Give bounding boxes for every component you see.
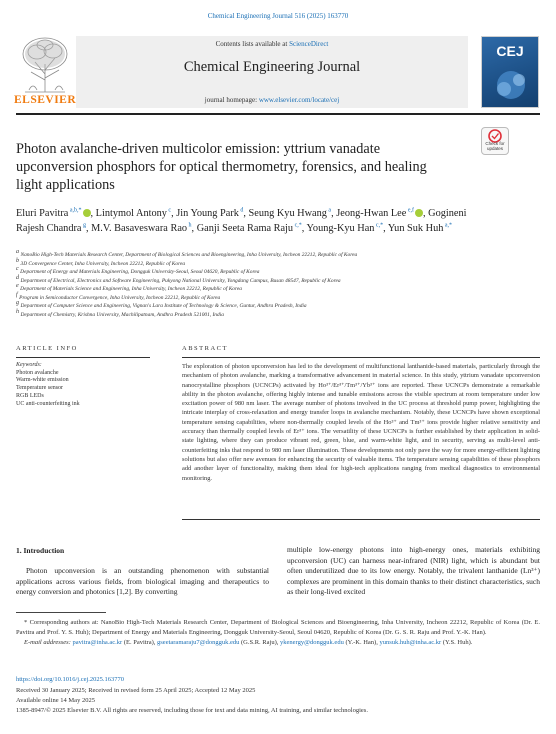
affiliation-text: Department of Computer Science and Engineering, Vignan's Lara Institute of Technology & Science, Guntur, Andhra Pradesh, India — [20, 303, 307, 309]
available-online: Available online 14 May 2025 — [16, 697, 95, 704]
affiliation-letter: g — [16, 300, 21, 307]
affiliation-letter: f — [16, 291, 20, 298]
affiliation-item — [16, 302, 536, 311]
cover-art-icon — [486, 65, 536, 105]
affiliation-item — [16, 257, 536, 269]
affiliation-text: Program in Semiconductor Convergence, Inha University, Incheon 22212, Republic of Korea — [19, 294, 221, 301]
author-affiliation-sup[interactable]: a — [326, 207, 332, 214]
abstract-text: The exploration of photon upconversion has led to the development of multifunctional lanthanide-based materials, particularly through the mechanism of photon avalanche, marking a transformative advancement in material science. In this study, yttrium vanadate upconversion nanocrystalline phosphors (UCNCPs) activated by Ho³⁺/Er³⁺/Tm³⁺/Yb³⁺ ions are reported. These UCNCPs demonstrate a remarkable ability in the photon avalanche, offering highly intense and tunable emissions across the visible spectrum at room temperature under low excitation power of 980 nm laser. The average number of photons involved in the UC process at threshold pump power, highlighting the intricate interplay of cross-relaxation and energy transfer loops in avalanche mechanism. Notably, these UCNCPs have shown exceptional temperature sensing capabilities, where non-thermally coupled levels of the Ho³⁺ and Tm³⁺ ions provide higher relative sensitivity and accuracy than thermally coupled levels of Er³⁺ ions. The versatility of these UCNCPs is further established by their application in solid-state lighting, where they can produce vibrant red, green, blue, and warm-white light, and in security, serving as multi-level anti-counterfeiting inks that respond to 980 nm laser illumination. These developments not only pave the way for more energy-efficient lighting solutions but also offer new avenues for enhancing the security of valuable items. The temperature sensing capabilities of these phosphors add another layer of functionality, making them ideal for high-tech applications ranging from medical diagnostics to environmental monitoring. — [182, 363, 540, 482]
email-owner: (Y.-K. Han), — [343, 638, 380, 646]
contents-prefix: Contents lists available at — [215, 40, 290, 48]
keyword-item: UC anti-counterfeiting ink — [16, 400, 80, 407]
author-name[interactable] — [249, 208, 332, 219]
affiliation-item — [16, 268, 536, 277]
email-link[interactable]: gseetaramaraju7@dongguk.edu — [157, 638, 240, 646]
author-affiliation-sup[interactable]: c,* — [374, 222, 384, 229]
introduction-column-left: Photon upconversion is an outstanding phenomenon with substantial applications across various fields, from biological imaging and therapeutics to energy conversion and photonics [1,2]. By converting — [16, 566, 269, 597]
journal-reference[interactable]: Chemical Engineering Journal 516 (2025) 163770 — [207, 12, 349, 20]
author-name-text: Jin Young Park — [176, 208, 239, 219]
affiliation-text: Department of Materials Science and Engineering, Inha University, Incheon 22212, Republic of Korea — [20, 286, 242, 292]
keyword-item: Temperature sensor — [16, 385, 64, 392]
homepage-link[interactable]: www.elsevier.com/locate/cej — [258, 96, 340, 104]
author-affiliation-sup[interactable]: e,f — [406, 207, 414, 214]
received-dates: Received 30 January 2025; Received in revised form 25 April 2025; Accepted 12 May 2025 — [16, 687, 256, 694]
header-rule — [16, 113, 540, 115]
affiliation-letter: c — [16, 266, 21, 273]
email-addresses — [16, 638, 540, 648]
author-name-text: Young-Kyu Han — [306, 223, 375, 234]
author-name-text: Ganji Seeta Rama Raju — [196, 223, 294, 234]
author-name-text: Seung Kyu Hwang — [248, 208, 327, 219]
introduction-column-right: multiple low-energy photons into high-energy ones, materials exhibiting upconversion (UC) can harness near-infrared (NIR) light, which is abundant but often underutilized due to its low energy. Notably, the trivalent lanthanide (Ln³⁺) complexes are prominent in this domain thanks to their distinct characteristics, such as their long-lived excited — [287, 545, 540, 597]
author-affiliation-sup[interactable]: d — [238, 207, 244, 214]
affiliation-item — [16, 291, 536, 303]
keywords-title: Keywords: — [16, 362, 42, 368]
affiliation-text: Department of Chemistry, Krishna University, Machilipatnam, Andhra Pradesh 521001, India — [20, 311, 224, 318]
email-link[interactable]: pavitra@inha.ac.kr — [72, 638, 123, 646]
journal-cover-thumbnail[interactable] — [481, 36, 539, 108]
author-name-text: Eluri Pavitra — [16, 208, 69, 219]
homepage-line — [76, 96, 468, 104]
affiliation-text: Department of Energy and Materials Engineering, Dongguk University-Seoul, Seoul 04620, Republic of Korea — [20, 269, 260, 275]
orcid-icon[interactable] — [415, 209, 423, 217]
author-name[interactable] — [388, 223, 452, 234]
affiliation-letter: b — [16, 257, 21, 264]
email-owner: (E. Pavitra), — [122, 638, 158, 646]
keywords-list — [16, 370, 156, 409]
introduction-heading: 1. Introduction — [16, 546, 65, 555]
email-owner: (Y.S. Huh). — [441, 638, 473, 646]
journal-name: Chemical Engineering Journal — [183, 59, 361, 75]
affiliation-item — [16, 251, 536, 260]
author-name[interactable] — [96, 208, 171, 219]
affiliation-text: NanoBio High-Tech Materials Research Center, Department of Biological Sciences and Bioengineering, Inha University, Incheon 22212, Republic of Korea — [20, 252, 358, 258]
affiliation-text: 3D Convergence Center, Inha University, Incheon 22212, Republic of Korea — [20, 260, 186, 267]
author-affiliation-sup[interactable]: g — [81, 222, 86, 229]
affiliation-item — [16, 274, 536, 286]
email-label: E-mail addresses: — [24, 638, 73, 646]
footnote-rule — [16, 612, 106, 613]
sciencedirect-link[interactable]: ScienceDirect — [289, 40, 329, 48]
keyword-item: RGB LEDs — [16, 392, 44, 399]
doi-link[interactable]: https://doi.org/10.1016/j.cej.2025.163770 — [16, 676, 125, 683]
author-name-text: Yun Suk Huh — [387, 223, 444, 234]
author-affiliation-sup[interactable]: c,* — [293, 222, 302, 229]
author-name-text: Jeong-Hwan Lee — [336, 208, 407, 219]
author-list: Eluri Pavitra $^{a,b,*}$ , Lintymol Antony $^c$, Jin Young Park $^d$, Seung Kyu Hwang $^a$, Jeong-Hwan Lee $^{e,f}$ , Gogineni Rajesh Chandra $^g$, M.V. Basaveswara Rao $^h$, Ganji Seeta Rama Raju $^{c,*}$, Young-Kyu Han $^{c,*}$, Yun Suk Huh $^{a,*}$ — [16, 207, 467, 234]
author-name[interactable] — [16, 208, 91, 219]
abstract-bottom-rule — [182, 519, 540, 520]
author-name[interactable] — [197, 223, 302, 234]
contents-line — [76, 40, 468, 48]
keyword-item: Warm-white emission — [16, 377, 69, 384]
affiliation-item — [16, 308, 536, 320]
article-info-heading: ARTICLE INFO — [16, 345, 78, 352]
abstract-heading: ABSTRACT — [182, 345, 228, 352]
author-affiliation-sup[interactable]: a,* — [443, 222, 453, 229]
cover-title: CEJ — [496, 43, 524, 59]
author-name-text: M.V. Basaveswara Rao — [91, 223, 188, 234]
affiliation-letter: e — [16, 283, 21, 290]
affiliation-letter: d — [16, 274, 21, 281]
email-link[interactable]: yunsuk.huh@inha.ac.kr — [379, 638, 442, 646]
check-for-updates-label: Check for updates — [485, 141, 505, 151]
affiliation-letter: a — [16, 249, 21, 256]
author-name[interactable] — [91, 223, 191, 234]
author-affiliation-sup[interactable]: h — [187, 222, 192, 229]
author-affiliation-sup[interactable]: c — [166, 207, 172, 214]
email-link[interactable]: ykenergy@dongguk.edu — [280, 638, 344, 646]
copyright-line: 1385-8947/© 2025 Elsevier B.V. All rights are reserved, including those for text and data mining, AI training, and similar technologies. — [16, 707, 368, 714]
author-name-text: Lintymol Antony — [95, 208, 167, 219]
email-owner: (G.S.R. Raju), — [239, 638, 280, 646]
keyword-item: Photon avalanche — [16, 369, 59, 376]
article-info-rule — [16, 357, 150, 358]
orcid-icon[interactable] — [83, 209, 91, 217]
affiliation-text: Department of Electrical, Electronics and Software Engineering, Pukyong National University, Yongdang Campus, Busan 48547, Republic of Korea — [20, 277, 341, 284]
author-name[interactable] — [307, 223, 384, 234]
author-name[interactable] — [336, 208, 423, 219]
affiliation-letter: h — [16, 308, 21, 315]
author-name-text: Gogineni Rajesh Chandra — [16, 208, 467, 234]
article-title: Photon avalanche-driven multicolor emission: yttrium vanadate upconversion phosphors for optical thermometry, forensics, and healing light applications — [16, 141, 427, 193]
corresponding-authors: * Corresponding authors at: NanoBio High-Tech Materials Research Center, Department of Biological Sciences and Bioengineering, Inha University, Incheon 22212, Republic of Korea (Dr. E. Pavitra and Prof. Y. S. Huh); Department of Energy and Materials Engineering, Dongguk University-Seoul, Seoul 04620, Republic of Korea (Dr. G. S. R. Raju and Prof. Y.-K. Han). — [16, 619, 540, 636]
corresponding-footnote — [16, 618, 540, 647]
affiliation-list — [16, 251, 536, 319]
author-affiliation-sup[interactable]: a,b,* — [68, 207, 82, 214]
abstract-rule — [182, 357, 540, 358]
homepage-prefix: journal homepage: — [204, 96, 259, 104]
keywords-block — [16, 362, 156, 408]
author-name[interactable] — [176, 208, 243, 219]
elsevier-wordmark: ELSEVIER — [14, 94, 77, 106]
affiliation-item — [16, 285, 536, 294]
